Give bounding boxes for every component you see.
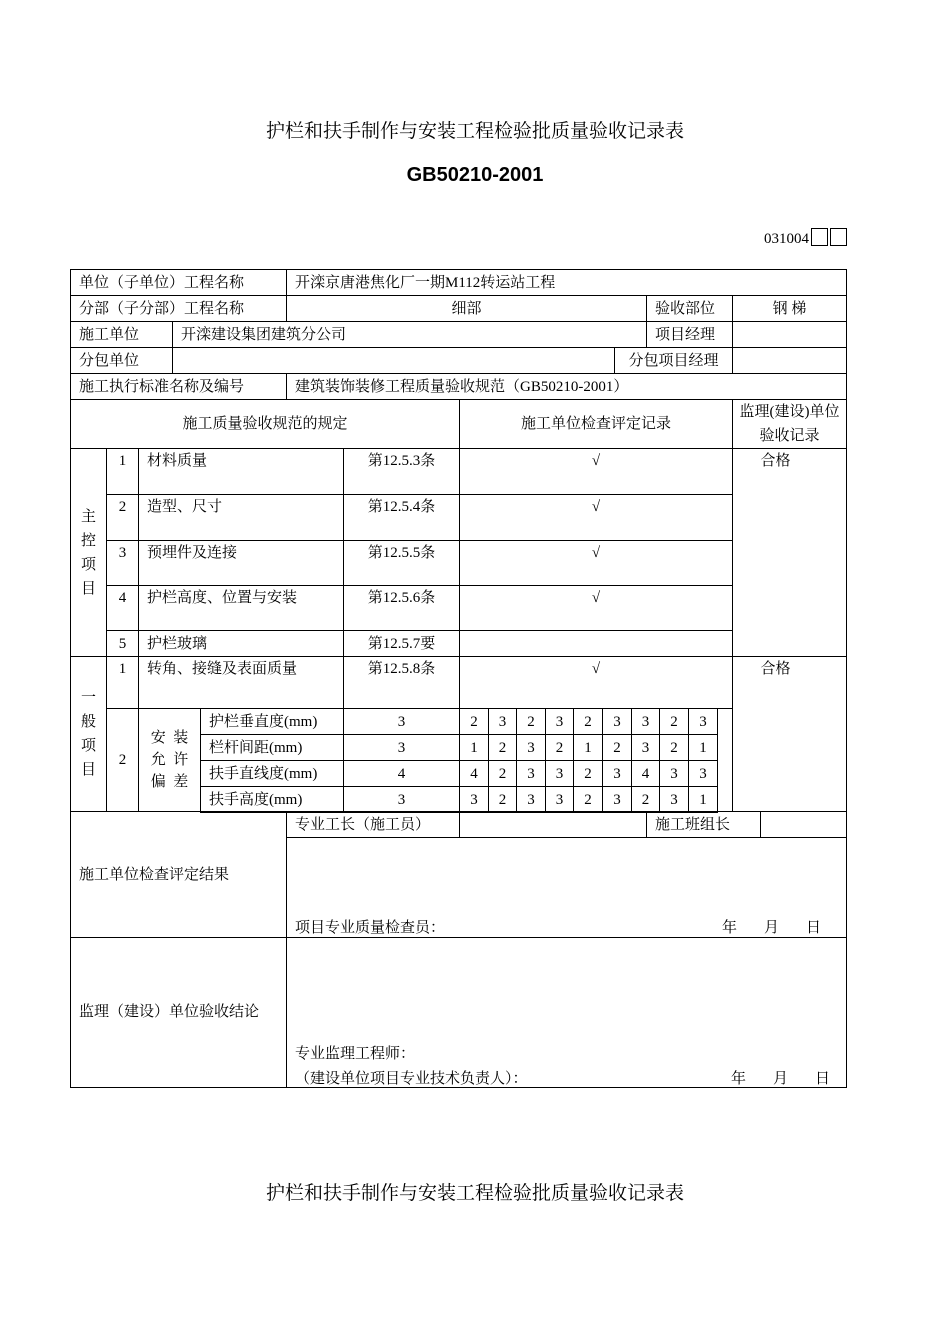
general-item-no: 1 [106,656,139,709]
measured-value[interactable]: 2 [488,734,517,761]
team-leader-value[interactable] [760,811,847,838]
project-manager-value[interactable] [732,321,847,348]
project-manager-label: 项目经理 [646,321,733,348]
main-item-clause: 第12.5.6条 [343,585,460,631]
measured-value[interactable]: 3 [516,760,546,787]
main-control-result[interactable]: 合格 [732,448,847,657]
project-name-value[interactable]: 开滦京唐港焦化厂一期M112转运站工程 [286,269,847,296]
measured-value[interactable]: 3 [688,708,718,735]
main-control-char: 主 [80,508,96,525]
subdivision-value[interactable]: 细部 [286,295,647,322]
main-item-clause: 第12.5.4条 [343,494,460,541]
main-control-char: 目 [80,580,96,597]
measured-value[interactable]: 2 [631,786,660,813]
general-char: 目 [80,762,96,778]
measured-value[interactable]: 3 [488,708,517,735]
supervision-label: 监理（建设）单位验收结论 [70,937,287,1088]
main-control-char: 控 [80,532,96,549]
main-item-no: 2 [106,494,139,541]
contractor-result-label: 施工单位检查评定结果 [70,811,287,938]
main-item-name: 造型、尺寸 [138,494,344,541]
form-code-number: 031004 [764,231,809,247]
result-day: 日 [806,920,822,936]
main-item-clause: 第12.5.7要 [343,630,460,657]
tolerance-group-label [138,708,201,812]
general-result[interactable]: 合格 [732,656,847,812]
tolerance-item-name: 扶手高度(mm) [200,786,344,813]
acceptance-part-value[interactable]: 钢 梯 [732,295,847,322]
measured-value[interactable]: 2 [659,708,689,735]
measured-value[interactable]: 3 [602,760,632,787]
supervision-day: 日 [815,1071,831,1087]
supervision-area[interactable] [286,937,847,1088]
page-title: 护栏和扶手制作与安装工程检验批质量验收记录表 [265,120,684,142]
general-char: 项 [80,738,96,754]
measured-value[interactable]: 3 [545,786,574,813]
tolerance-allowed: 4 [343,760,460,787]
measured-value[interactable]: 3 [659,760,689,787]
main-item-record[interactable]: √ [459,494,733,541]
subcontractor-label: 分包单位 [70,347,173,374]
supervisor-record-column-header: 监理(建设)单位验收记录 [732,399,847,449]
tolerance-item-name: 护栏垂直度(mm) [200,708,344,735]
measured-value[interactable]: 3 [459,786,489,813]
inspector-label: 项目专业质量检查员： [295,920,446,936]
standard-value[interactable]: 建筑装饰装修工程质量验收规范（GB50210-2001） [286,373,847,400]
measured-value[interactable]: 4 [631,760,660,787]
contractor-record-column-header: 施工单位检查评定记录 [459,399,733,449]
sub-project-manager-value[interactable] [732,347,847,374]
measured-value[interactable]: 2 [516,708,546,735]
measured-value[interactable]: 1 [459,734,489,761]
project-name-label: 单位（子单位）工程名称 [70,269,287,296]
measured-value[interactable]: 3 [602,708,632,735]
main-item-no: 1 [106,448,139,495]
supervision-year: 年 [731,1071,747,1087]
main-item-name: 护栏玻璃 [138,630,344,657]
measured-value[interactable]: 3 [545,708,574,735]
tolerance-group-line: 安 装 [150,730,189,746]
tolerance-allowed: 3 [343,708,460,735]
tolerance-item-name: 栏杆间距(mm) [200,734,344,761]
subcontractor-value[interactable] [172,347,615,374]
result-year: 年 [722,920,738,936]
contractor-value[interactable]: 开滦建设集团建筑分公司 [172,321,647,348]
main-item-clause: 第12.5.5条 [343,540,460,586]
tolerance-allowed: 3 [343,786,460,813]
foreman-value[interactable] [459,811,647,838]
main-item-record[interactable] [459,630,733,657]
main-item-record[interactable]: √ [459,540,733,586]
supervision-month: 月 [773,1071,789,1087]
spec-column-header: 施工质量验收规范的规定 [70,399,460,449]
measured-value[interactable]: 1 [688,786,718,813]
measured-value[interactable]: 3 [688,760,718,787]
tolerance-group-line: 允 许 [150,752,189,768]
supervision-engineer-label: 专业监理工程师： [295,1046,416,1062]
tolerance-item-name: 扶手直线度(mm) [200,760,344,787]
main-item-clause: 第12.5.3条 [343,448,460,495]
form-code-box-1[interactable] [811,228,828,246]
measured-value[interactable]: 2 [659,734,689,761]
measured-value[interactable]: 3 [631,708,660,735]
footer-title: 护栏和扶手制作与安装工程检验批质量验收记录表 [265,1182,684,1204]
general-char: 一 [80,690,96,706]
main-item-record[interactable]: √ [459,448,733,495]
measured-value[interactable]: 3 [602,786,632,813]
subdivision-label: 分部（子分部）工程名称 [70,295,287,322]
tolerance-allowed: 3 [343,734,460,761]
main-item-no: 4 [106,585,139,631]
general-item-name: 转角、接缝及表面质量 [138,656,344,709]
measured-value[interactable]: 1 [688,734,718,761]
measured-value[interactable]: 3 [659,786,689,813]
result-month: 月 [764,920,780,936]
main-control-label [70,448,107,657]
tolerance-group-line: 偏 差 [150,774,189,790]
measured-value[interactable]: 2 [573,786,603,813]
standard-code: GB50210-2001 [406,164,544,186]
general-item-record[interactable]: √ [459,656,733,709]
main-control-char: 项 [80,556,96,573]
main-item-no: 5 [106,630,139,657]
measured-value[interactable]: 2 [488,760,517,787]
standard-label: 施工执行标准名称及编号 [70,373,287,400]
form-code-box-2[interactable] [830,228,847,246]
measured-value[interactable]: 2 [459,708,489,735]
measured-value[interactable]: 2 [545,734,574,761]
measured-value[interactable]: 2 [488,786,517,813]
owner-tech-label: （建设单位项目专业技术负责人）： [295,1071,528,1087]
general-item-no: 2 [106,708,139,812]
main-item-name: 材料质量 [138,448,344,495]
measured-value[interactable]: 1 [573,734,603,761]
main-item-record[interactable]: √ [459,585,733,631]
measured-value[interactable]: 3 [516,786,546,813]
general-item-clause: 第12.5.8条 [343,656,460,709]
contractor-label: 施工单位 [70,321,173,348]
measured-value[interactable]: 2 [573,760,603,787]
measured-value[interactable]: 3 [545,760,574,787]
measured-value[interactable]: 2 [573,708,603,735]
team-leader-label: 施工班组长 [646,811,761,838]
form-code [764,228,847,248]
measured-value[interactable]: 3 [516,734,546,761]
main-item-name: 预埋件及连接 [138,540,344,586]
general-label [70,656,107,812]
general-char: 般 [80,714,96,730]
main-item-no: 3 [106,540,139,586]
sub-project-manager-label: 分包项目经理 [614,347,733,374]
foreman-label: 专业工长（施工员） [286,811,460,838]
measured-value[interactable]: 3 [631,734,660,761]
acceptance-part-label: 验收部位 [646,295,733,322]
main-item-name: 护栏高度、位置与安装 [138,585,344,631]
measured-value[interactable]: 4 [459,760,489,787]
measured-value[interactable]: 2 [602,734,632,761]
